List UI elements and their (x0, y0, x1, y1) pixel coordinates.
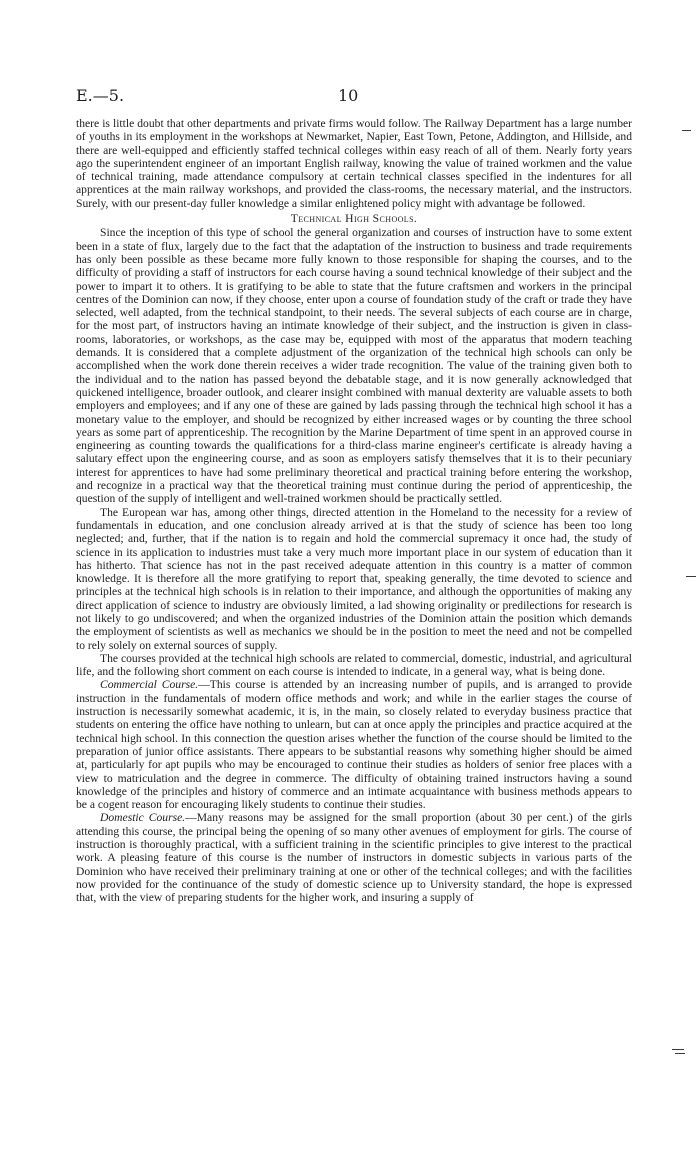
paragraph-railway: there is little doubt that other departments and private firms would follow. The Railway Department has a large number of youths in its employment in the workshops at Newmarket, Napier, East Town, Petone, Addington, and Hillside, and there are well-equipped and efficiently staffed technical colleges within easy reach of all of them. Nearly forty years ago the superintendent engineer of an important English railway, knowing the value of trained workmen and the value of technical training, made attendance compulsory at certain technical classes specified in the indentures for all apprentices at the main railway workshops, and provided the class-rooms, the necessary material, and the instructors. Surely, with our present-day fuller knowledge a similar enlightened policy might with advantage be followed. (76, 117, 632, 210)
domestic-course-text: —Many reasons may be assigned for the small proportion (about 30 per cent.) of the girls attending this course, the principal being the opening of so many other avenues of employment for girls. The course of instruction is thoroughly practical, with a sufficient training in the scientific principles to give interest to the practical work. A pleasing feature of this course is the number of instructors in domestic subjects in various parts of the Dominion who have received their preliminary training at one or other of the technical colleges; and with the facilities now provided for the continuance of the study of domestic science up to University standard, the hope is expressed that, with the view of preparing students for the higher work, and insuring a supply of (76, 811, 632, 905)
body-text (76, 117, 632, 905)
margin-tick (682, 130, 691, 131)
margin-tick (675, 1053, 685, 1054)
paragraph-technical-schools: Since the inception of this type of school the general organization and courses of instruction have to some extent been in a state of flux, largely due to the fact that the adaptation of the instruction to business and trade requirements has only been possible as these became more fully known to those responsible for shaping the courses, and to the difficulty of providing a staff of instructors for each course having a sound technical knowledge of their subject and the power to impart it to others. It is gratifying to be able to state that the future craftsmen and workers in the principal centres of the Dominion can now, if they choose, enter upon a course of foundation study of the craft or trade they have selected, well adapted, from the technical standpoint, to their needs. The several subjects of each course are in charge, for the most part, of instructors having an intimate knowledge of their subject, and the instruction is given in class-rooms, laboratories, or workshops, as the case may be, equipped with most of the apparatus that modern teaching demands. It is considered that a complete adjustment of the organization of the technical high schools can only be accomplished when the work done therein receives a wider trade recognition. The value of the training given both to the individual and to the nation has passed beyond the debatable stage, and it is now generally acknowledged that quickened intelligence, broader outlook, and clearer insight combined with manual dexterity are valuable assets to both employers and employees; and if any one of these are gained by lads passing through the technical high school it has a monetary value to the employer, and should be recognized by either increased wages or by counting the three school years as some part of apprenticeship. The recognition by the Marine Department of time spent in an approved course in engineering as counting towards the qualifications for a third-class marine engineer's certificate is already having a salutary effect upon the engineering course, and as soon as employers satisfy themselves that it is to their pecuniary interest for apprentices to have had some preliminary theoretical and practical training before entering the workshop, and recognize in a practical way that the theoretical training must continue during the period of apprenticeship, the question of the supply of intelligent and well-trained workmen should be practically settled. (76, 226, 632, 506)
margin-tick (686, 576, 696, 577)
section-heading: Technical High Schools. (290, 212, 418, 226)
paragraph-courses: The courses provided at the technical high schools are related to commercial, domestic, industrial, and agricultural life, and the following short comment on each course is intended to indicate, in a general way, what is being done. (76, 651, 632, 679)
domestic-course-lead: Domestic Course. (100, 811, 186, 825)
page-header (76, 86, 632, 108)
commercial-course-text: —This course is attended by an increasing number of pupils, and is arranged to provide instruction in the fundamentals of modern office methods and work; and while in the earlier stages the course of instruction is necessarily somewhat academic, it is, in the main, so closely related to everyday business practice that students on entering the office have nothing to unlearn, but can at once apply the principles and practice acquired at the technical high school. In this connection the question arises whether the function of the course should be limited to the preparation of junior office assistants. There appears to be substantial reasons why something higher should be aimed at, particularly for apt pupils who may be encouraged to continue their studies as holders of senior free places with a view to matriculation and the degree in commerce. The difficulty of obtaining trained instructors having a sound knowledge of the principles and history of commerce and an intimate acquaintance with business methods appears to be a cogent reason for encouraging likely students to continue their studies. (76, 678, 632, 812)
margin-tick (672, 1049, 684, 1050)
commercial-course-lead: Commercial Course. (100, 678, 199, 692)
report-reference: E.—5. (76, 86, 125, 105)
paragraph-domestic-course (76, 811, 632, 904)
page-number: 10 (338, 86, 359, 105)
paragraph-commercial-course (76, 678, 632, 811)
paragraph-european-war: The European war has, among other things, directed attention in the Homeland to the necessity for a review of fundamentals in education, and one conclusion already arrived at is that the study of science has been too long neglected; and, further, that if the nation is to regain and hold the commercial supremacy it once had, the study of science in its application to industries must take a very much more important place in our system of education than it has hitherto. That science has not in the past received adequate attention in this country is a matter of common knowledge. It is therefore all the more gratifying to report that, speaking generally, the time devoted to science and principles at the technical high schools is in relation to their importance, and although the opportunities of making any direct application of science to industry are obviously limited, a lad showing originality or predilections for research is not likely to go undiscovered; and when the organized industries of the Dominion attain the position which demands the employment of scientists as well as mechanics we should be in the position to meet the need and not be compelled to rely solely on external sources of supply. (76, 505, 632, 652)
